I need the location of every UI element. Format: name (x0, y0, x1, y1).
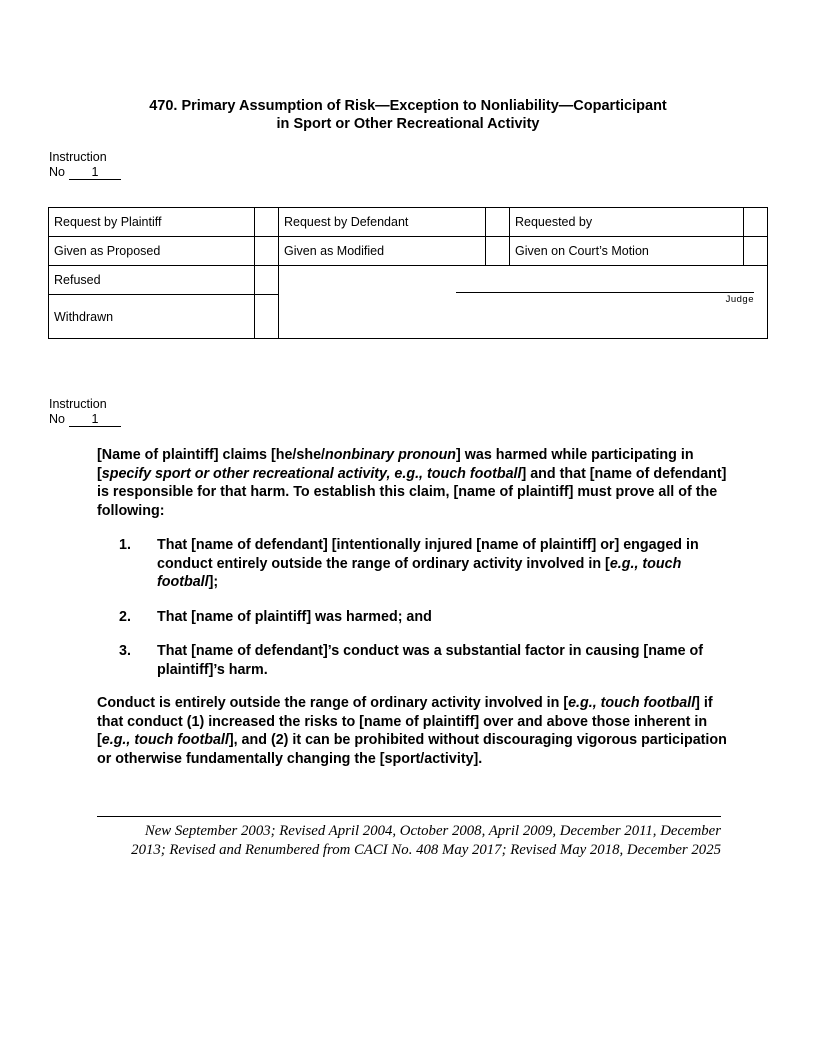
list-item-text-a: That [name of defendant] [intentionally injured [name of plaintiff] or] engaged in conduct entirely outside the range of ordinary activity involved in [ (157, 537, 699, 572)
given-as-proposed-checkbox[interactable] (255, 237, 279, 266)
history-line-1: New September 2003; Revised April 2004, October 2008, April 2009, December 2011, December (144, 823, 721, 839)
title-line-1: 470. Primary Assumption of Risk—Exception to Nonliability—Coparticipant (149, 98, 667, 114)
intro-text-c: ] was harmed while participating in [ (97, 447, 694, 482)
list-item-text-b: e.g., touch football (157, 555, 682, 590)
refused-label: Refused (49, 266, 255, 295)
instruction-number-block-2 (49, 397, 121, 427)
list-item-number: 2. (119, 608, 131, 625)
withdrawn-checkbox[interactable] (255, 295, 279, 339)
definition-text-c: ] if that conduct (1) increased the risks to [name of plaintiff] over and above those inherent in [ (97, 695, 713, 748)
intro-text-d: specify sport or other recreational activity, e.g., touch football (101, 465, 522, 482)
page-title (0, 97, 816, 133)
instruction-number-2: 1 (69, 413, 121, 427)
refused-checkbox[interactable] (255, 266, 279, 295)
list-item-number: 3. (119, 643, 131, 659)
given-as-modified-label: Given as Modified (279, 237, 486, 266)
title-line-2: in Sport or Other Recreational Activity (276, 116, 540, 132)
withdrawn-label: Withdrawn (49, 295, 255, 339)
request-by-defendant-checkbox[interactable] (486, 208, 510, 237)
instruction-number: 1 (69, 166, 121, 180)
request-by-plaintiff-label: Request by Plaintiff (49, 208, 255, 237)
history-divider (97, 816, 721, 817)
given-as-modified-checkbox[interactable] (486, 237, 510, 266)
list-item (97, 608, 727, 627)
given-as-proposed-label: Given as Proposed (49, 237, 255, 266)
list-item (97, 642, 727, 679)
intro-text-a: [Name of plaintiff] claims [he/she/ (97, 447, 325, 463)
judge-signature-line (456, 292, 754, 293)
definition-text-b: e.g., touch football (568, 695, 696, 711)
list-item-text: That [name of plaintiff] was harmed; and (157, 608, 432, 625)
definition-text-d: e.g., touch football (101, 732, 229, 748)
given-on-courts-motion-checkbox[interactable] (744, 237, 768, 266)
instruction-label: Instruction (49, 150, 107, 164)
list-item-text: That [name of defendant]’s conduct was a substantial factor in causing [name of plaintiff]’s harm. (157, 643, 704, 678)
revision-history (97, 822, 721, 859)
intro-text-b: nonbinary pronoun (325, 447, 457, 463)
instruction-no-row-2 (49, 412, 121, 427)
list-item (97, 536, 727, 592)
instruction-label-2: Instruction (49, 397, 107, 411)
disposition-table (48, 207, 768, 339)
instruction-no-row (49, 165, 121, 180)
definition-text-a: Conduct is entirely outside the range of ordinary activity involved in [ (97, 695, 569, 711)
definition-paragraph (97, 694, 727, 768)
intro-paragraph (97, 446, 727, 520)
intro-text-e: ] and that [name of defendant] is responsible for that harm. To establish this claim, [name of plaintiff] must prove all of the following: (97, 465, 727, 519)
given-on-courts-motion-label: Given on Court’s Motion (510, 237, 744, 266)
judge-label: Judge (725, 294, 754, 305)
request-by-defendant-label: Request by Defendant (279, 208, 486, 237)
instruction-no-label-2: No (49, 412, 65, 426)
requested-by-label: Requested by (510, 208, 744, 237)
requested-by-checkbox[interactable] (744, 208, 768, 237)
instruction-number-block (49, 150, 121, 180)
elements-list (97, 536, 727, 695)
list-item-text-c: ]; (208, 574, 219, 590)
instruction-no-label: No (49, 165, 65, 179)
definition-text-e: ], and (2) it can be prohibited without discouraging vigorous participation or otherwise fundamentally changing the [sport/activity]. (97, 732, 727, 767)
list-item-number: 1. (119, 537, 131, 553)
request-by-plaintiff-checkbox[interactable] (255, 208, 279, 237)
judge-signature-area[interactable] (279, 266, 768, 339)
history-line-2: 2013; Revised and Renumbered from CACI No. 408 May 2017; Revised May 2018, December 2025 (131, 841, 721, 858)
